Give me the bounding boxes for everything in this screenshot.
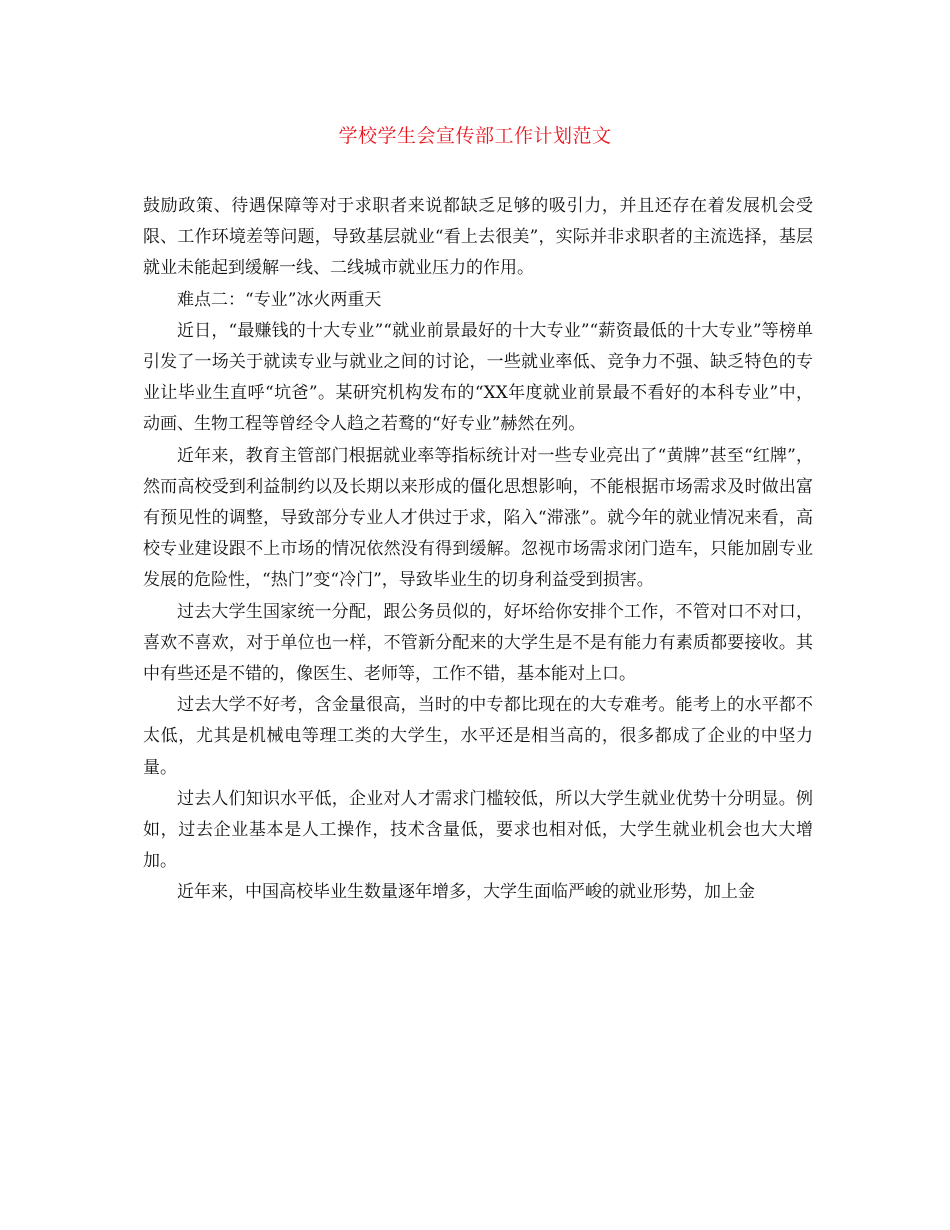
document-title: 学校学生会宣传部工作计划范文 <box>338 125 612 147</box>
paragraph: 近日，“最赚钱的十大专业”“就业前景最好的十大专业”“薪资最低的十大专业”等榜单引发了一场关于就读专业与就业之间的讨论，一些就业率低、竞争力不强、缺乏特色的专业让毕业生直呼“坑爸”。某研究机构发布的“XX年度就业前景最不看好的本科专业”中，动画、生物工程等曾经令人趋之若鹜的“好专业”赫然在列。 <box>143 320 813 435</box>
paragraph: 过去人们知识水平低，企业对人才需求门槛较低，所以大学生就业优势十分明显。例如，过去企业基本是人工操作，技术含量低，要求也相对低，大学生就业机会也大大增加。 <box>143 788 813 872</box>
paragraph: 难点二：“专业”冰火两重天 <box>177 289 382 310</box>
paragraph: 鼓励政策、待遇保障等对于求职者来说都缺乏足够的吸引力，并且还存在着发展机会受限、工作环境差等问题，导致基层就业“看上去很美”，实际并非求职者的主流选择，基层就业未能起到缓解一线、二线城市就业压力的作用。 <box>143 196 813 279</box>
paragraph: 过去大学生国家统一分配，跟公务员似的，好坏给你安排个工作，不管对口不对口，喜欢不喜欢，对于单位也一样，不管新分配来的大学生是不是有能力有素质都要接收。其中有些还是不错的，像医生、老师等，工作不错，基本能对上口。 <box>143 601 813 685</box>
paragraph: 近年来，教育主管部门根据就业率等指标统计对一些专业亮出了“黄牌”甚至“红牌”，然而高校受到利益制约以及长期以来形成的僵化思想影响，不能根据市场需求及时做出富有预见性的调整，导致部分专业人才供过于求，陷入“滞涨”。就今年的就业情况来看，高校专业建设跟不上市场的情况依然没有得到缓解。忽视市场需求闭门造车，只能加剧专业发展的危险性，“热门”变“冷门”，导致毕业生的切身利益受到损害。 <box>143 445 813 591</box>
paragraph: 过去大学不好考，含金量很高，当时的中专都比现在的大专难考。能考上的水平都不太低，尤其是机械电等理工类的大学生，水平还是相当高的，很多都成了企业的中坚力量。 <box>143 695 813 778</box>
paragraph: 近年来，中国高校毕业生数量逐年增多，大学生面临严峻的就业形势，加上金 <box>177 882 755 903</box>
document-body <box>143 191 813 909</box>
